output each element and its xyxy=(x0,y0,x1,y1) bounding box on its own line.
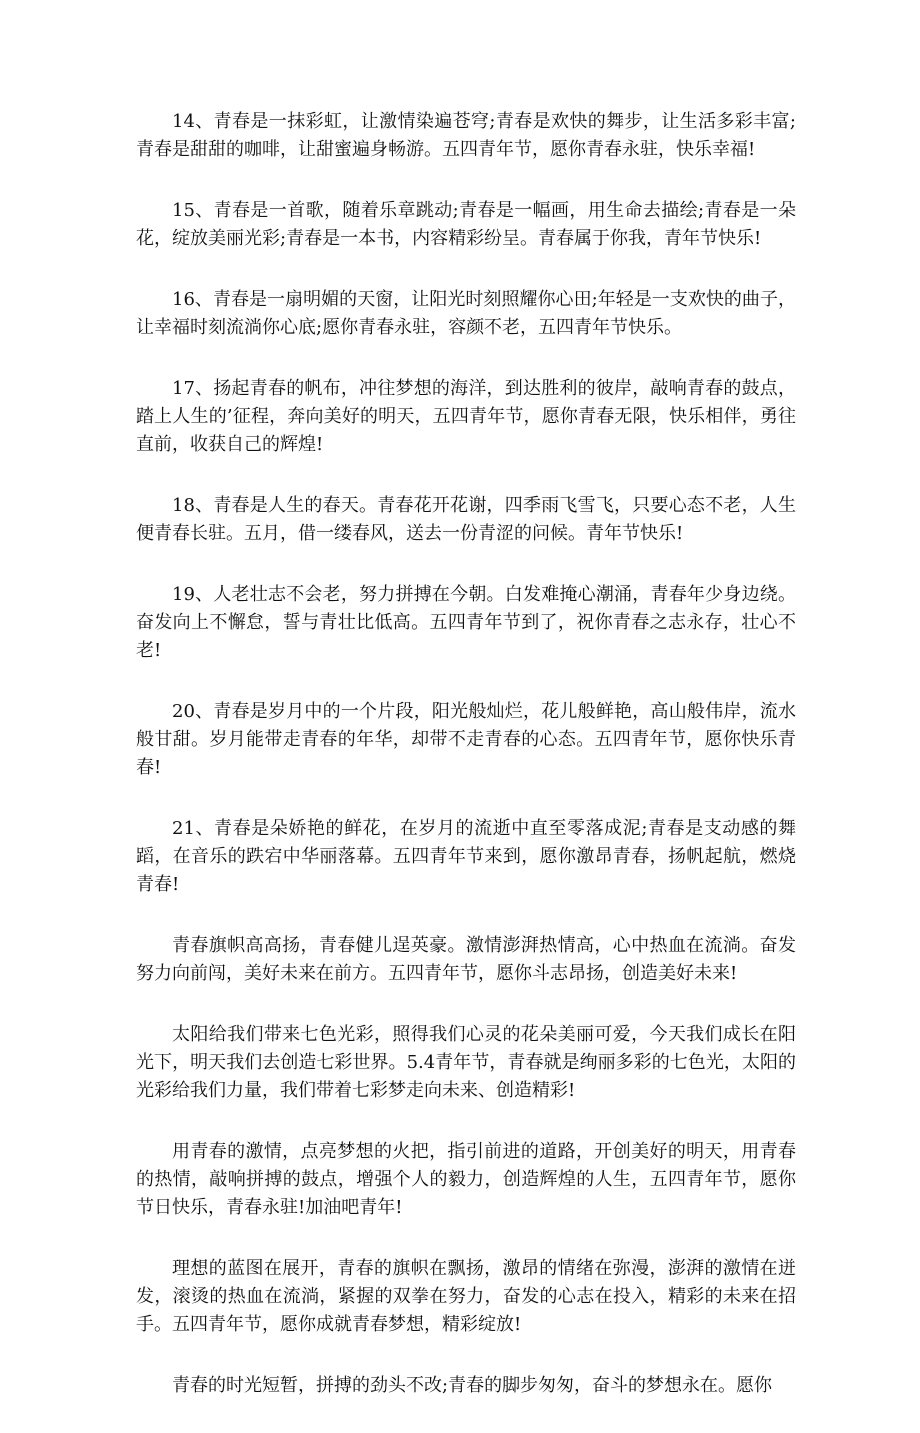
paragraph-passion-torch: 用青春的激情，点亮梦想的火把，指引前进的道路，开创美好的明天，用青春的热情，敲响拼搏的鼓点，增强个人的毅力，创造辉煌的人生，五四青年节，愿你节日快乐，青春永驻!加油吧青年! xyxy=(136,1141,796,1218)
paragraph-ideal-blueprint: 理想的蓝图在展开，青春的旗帜在飘扬，激昂的情绪在弥漫，澎湃的激情在迸发，滚烫的热血在流淌，紧握的双拳在努力，奋发的心志在投入，精彩的未来在招手。五四青年节，愿你成就青春梦想，精彩绽放! xyxy=(136,1258,796,1335)
paragraph-16: 16、青春是一扇明媚的天窗，让阳光时刻照耀你心田;年轻是一支欢快的曲子，让幸福时刻流淌你心底;愿你青春永驻，容颜不老，五四青年节快乐。 xyxy=(136,289,796,338)
paragraph-21: 21、青春是朵娇艳的鲜花，在岁月的流逝中直至零落成泥;青春是支动感的舞蹈，在音乐的跌宕中华丽落幕。五四青年节来到，愿你激昂青春，扬帆起航，燃烧青春! xyxy=(136,818,796,895)
paragraph-18: 18、青春是人生的春天。青春花开花谢，四季雨飞雪飞，只要心态不老，人生便青春长驻。五月，借一缕春风，送去一份青涩的问候。青年节快乐! xyxy=(136,495,796,544)
paragraph-15: 15、青春是一首歌，随着乐章跳动;青春是一幅画，用生命去描绘;青春是一朵花，绽放美丽光彩;青春是一本书，内容精彩纷呈。青春属于你我，青年节快乐! xyxy=(136,200,796,249)
document-body xyxy=(136,108,796,1433)
paragraph-19: 19、人老壮志不会老，努力拼搏在今朝。白发难掩心潮涌，青春年少身边绕。奋发向上不懈怠，誓与青壮比低高。五四青年节到了，祝你青春之志永存，壮心不老! xyxy=(136,584,796,661)
paragraph-brief-time: 青春的时光短暂，拼搏的劲头不改;青春的脚步匆匆，奋斗的梦想永在。愿你 xyxy=(172,1375,773,1396)
paragraph-17: 17、扬起青春的帆布，冲往梦想的海洋，到达胜利的彼岸，敲响青春的鼓点，踏上人生的’征程，奔向美好的明天，五四青年节，愿你青春无限，快乐相伴，勇往直前，收获自己的辉煌! xyxy=(136,378,796,455)
paragraph-20: 20、青春是岁月中的一个片段，阳光般灿烂，花儿般鲜艳，高山般伟岸，流水般甘甜。岁月能带走青春的年华，却带不走青春的心态。五四青年节，愿你快乐青春! xyxy=(136,701,796,778)
paragraph-14: 14、青春是一抹彩虹，让激情染遍苍穹;青春是欢快的舞步，让生活多彩丰富;青春是甜甜的咖啡，让甜蜜遍身畅游。五四青年节，愿你青春永驻，快乐幸福! xyxy=(136,111,796,160)
paragraph-youth-banner: 青春旗帜高高扬，青春健儿逞英豪。激情澎湃热情高，心中热血在流淌。奋发努力向前闯，美好未来在前方。五四青年节，愿你斗志昂扬，创造美好未来! xyxy=(136,935,796,984)
paragraph-sun-colors: 太阳给我们带来七色光彩，照得我们心灵的花朵美丽可爱，今天我们成长在阳光下，明天我们去创造七彩世界。5.4青年节，青春就是绚丽多彩的七色光，太阳的光彩给我们力量，我们带着七彩梦走向未来、创造精彩! xyxy=(136,1024,796,1101)
